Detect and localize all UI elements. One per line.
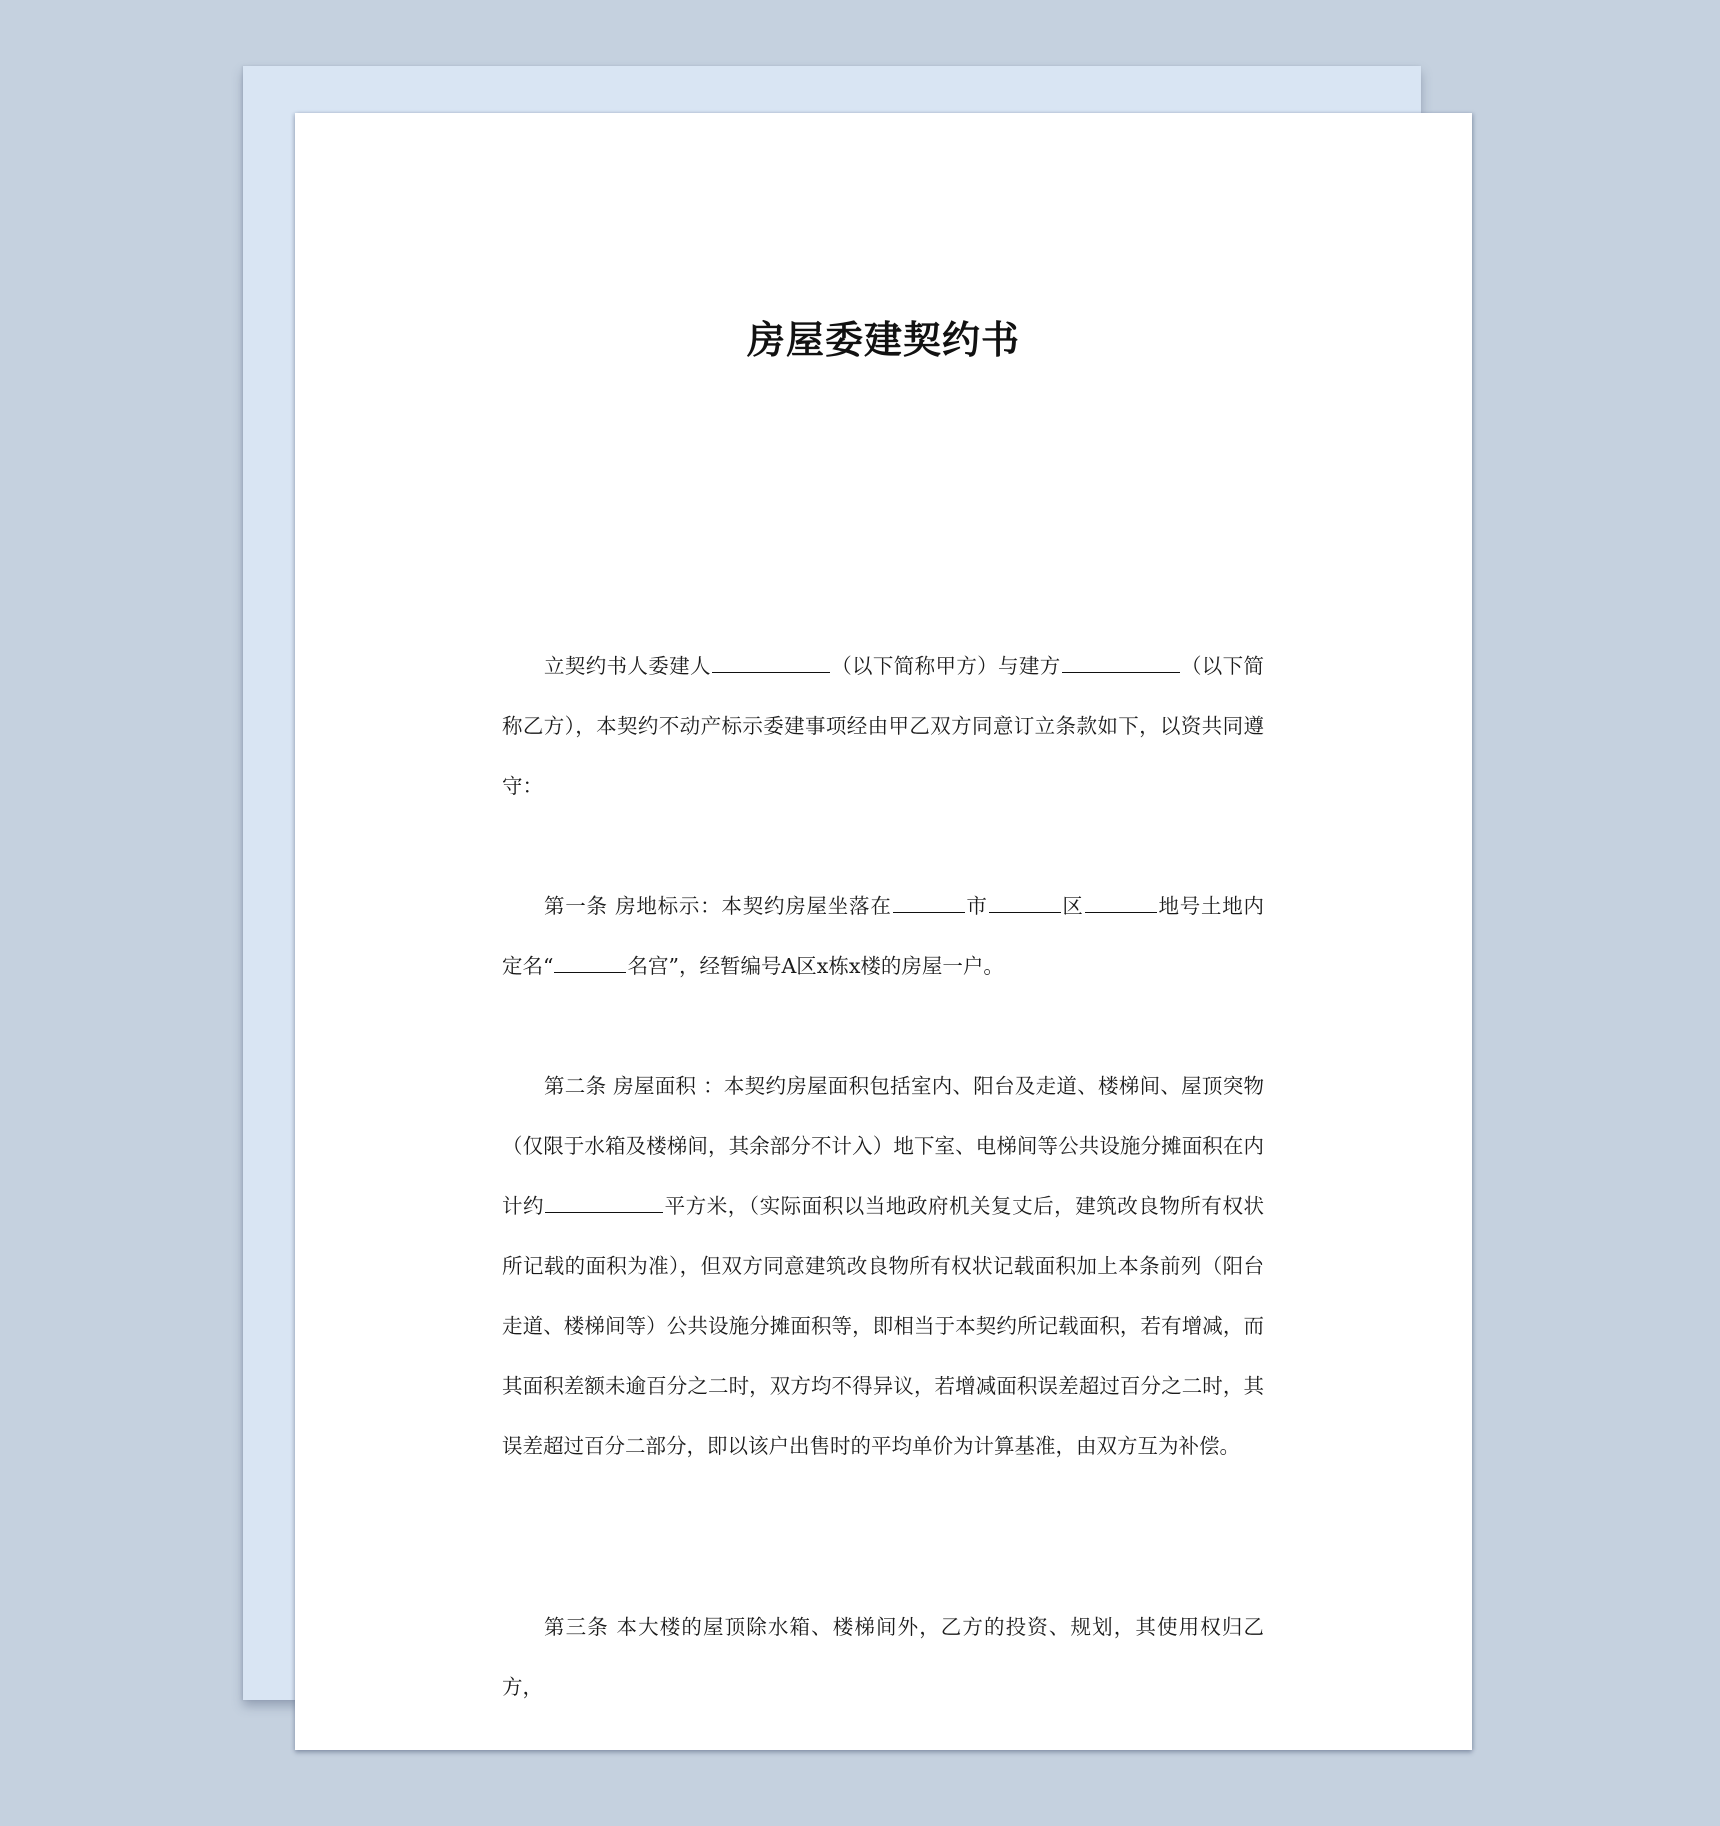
document-page bbox=[295, 113, 1472, 1750]
article3-text-1: 第三条 本大楼的屋顶除水箱、楼梯间外，乙方的投资、规划，其使用权归乙方， bbox=[502, 1615, 1264, 1699]
blank-building-name bbox=[554, 950, 626, 973]
paragraph-intro bbox=[502, 636, 1264, 816]
blank-party-b bbox=[1062, 650, 1180, 673]
article1-text-2: 市 bbox=[965, 894, 988, 918]
blank-city bbox=[893, 890, 965, 913]
paragraph-article-1 bbox=[502, 876, 1264, 996]
article1-text-3: 区 bbox=[1061, 894, 1084, 918]
blank-district bbox=[989, 890, 1061, 913]
intro-text-3: （以下简称乙方），本契约不动产标示委建事项经由甲乙双方同意订立条款如下，以资共同遵守： bbox=[502, 654, 1265, 798]
article1-text-1: 第一条 房地标示：本契约房屋坐落在 bbox=[544, 894, 892, 918]
blank-party-a bbox=[712, 650, 830, 673]
article1-text-5: 名宫”，经暂编号A区x栋x楼的房屋一户。 bbox=[627, 954, 1004, 978]
intro-text-1: 立契约书人委建人 bbox=[544, 654, 711, 678]
article2-text-1: 第二条 房屋面积 ：本契约房屋面积包括室内、阳台及走道、楼梯间、屋顶突物（仅限于水箱及楼梯间，其余部分不计入）地下室、电梯间等公共设施分摊面积在内计约 bbox=[502, 1074, 1264, 1218]
paragraph-article-2 bbox=[502, 1056, 1264, 1476]
blank-area bbox=[545, 1190, 663, 1213]
paragraph-article-3 bbox=[502, 1597, 1264, 1717]
document-title: 房屋委建契约书 bbox=[746, 318, 1020, 362]
intro-text-2: （以下简称甲方）与建方 bbox=[830, 654, 1061, 678]
article2-text-2: 平方米，（实际面积以当地政府机关复丈后，建筑改良物所有权状所记载的面积为准），但双方同意建筑改良物所有权状记载面积加上本条前列（阳台走道、楼梯间等）公共设施分摊面积等，即相当于本契约所记载面积，若有增减，而其面积差额未逾百分之二时，双方均不得异议，若增减面积误差超过百分之二时，其误差超过百分二部分，即以该户出售时的平均单价为计算基准，由双方互为补偿。 bbox=[502, 1194, 1265, 1458]
blank-lot-number bbox=[1085, 890, 1157, 913]
article1-text-4: 地号土地内定名“ bbox=[502, 894, 1265, 978]
